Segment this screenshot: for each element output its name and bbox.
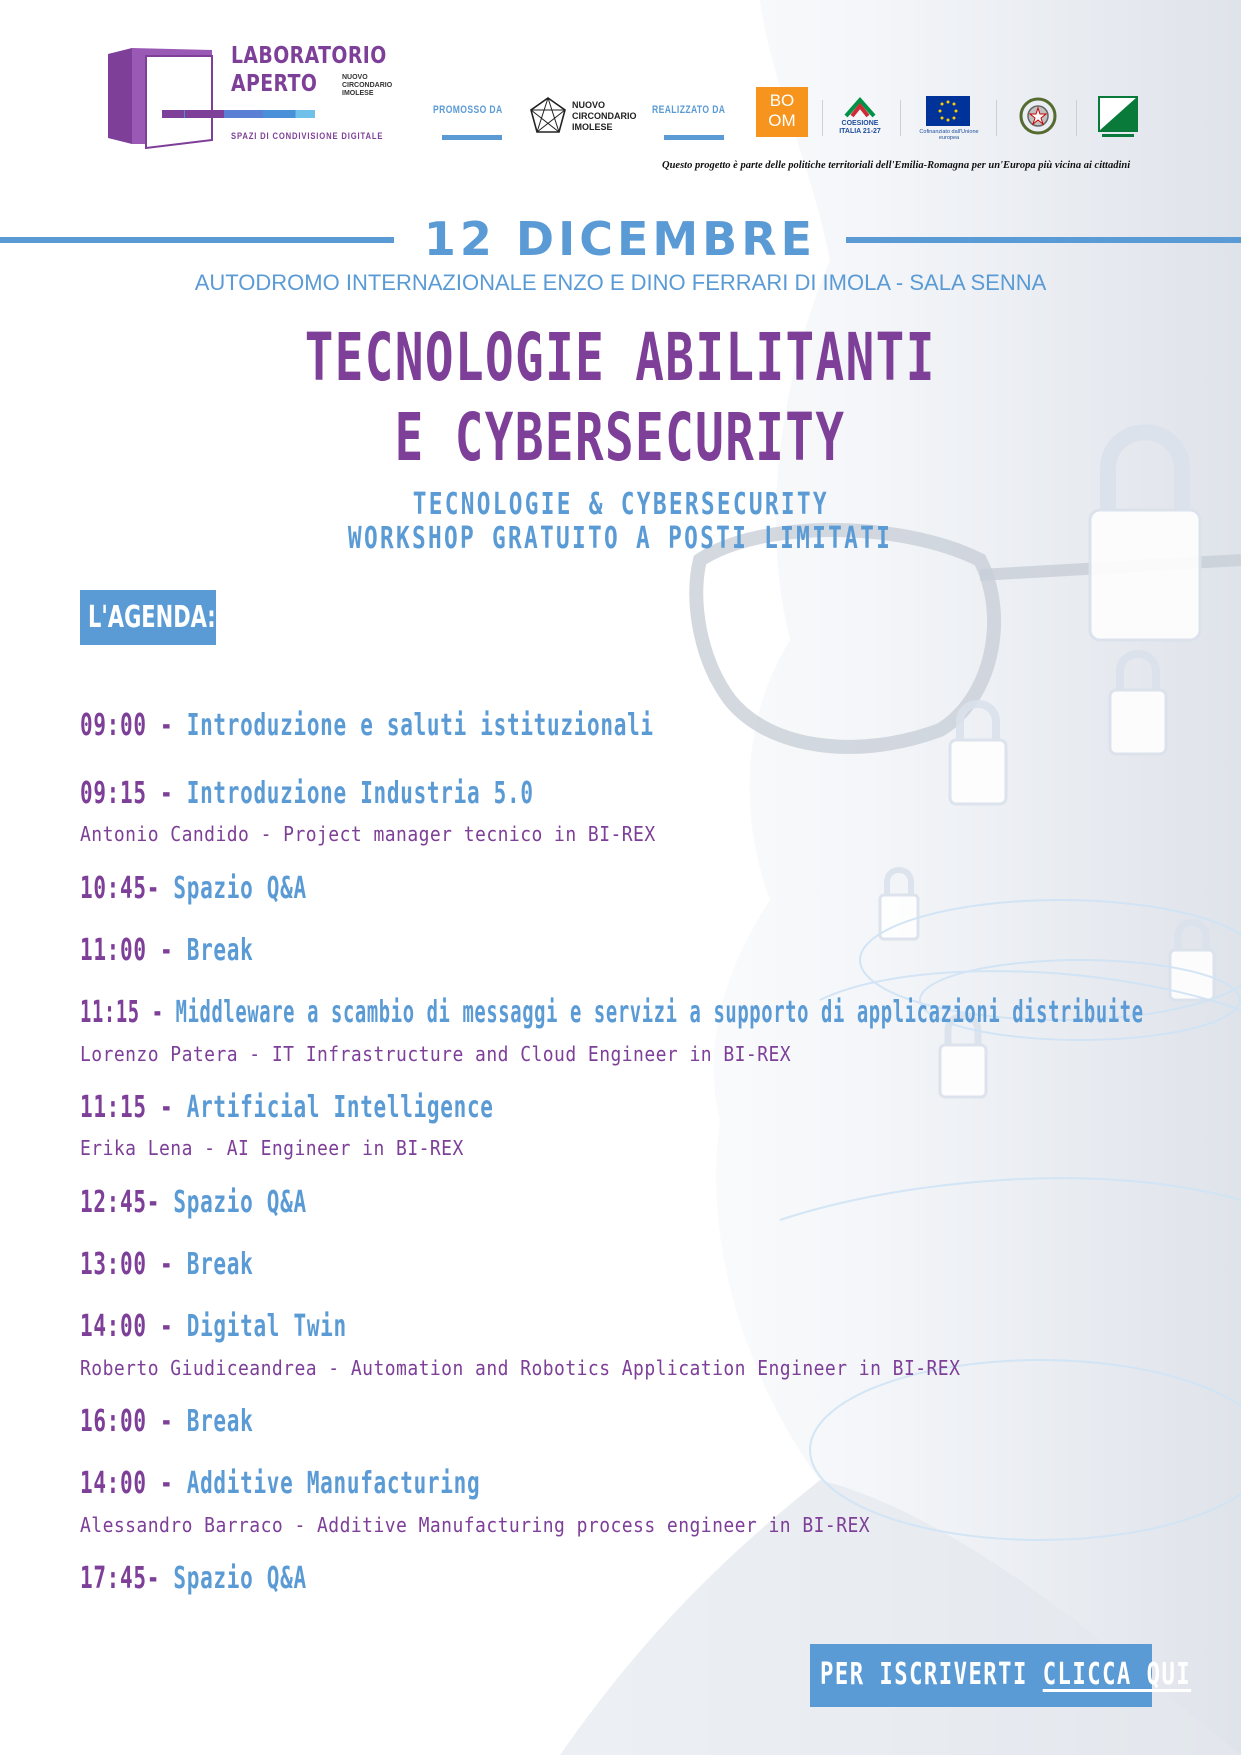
- agenda-title: Introduzione e saluti istituzionali: [186, 708, 654, 743]
- agenda-item: [80, 871, 307, 907]
- agenda-title: Spazio Q&A: [173, 1561, 307, 1596]
- agenda-item: [80, 708, 654, 744]
- agenda-title: Additive Manufacturing: [186, 1466, 481, 1501]
- agenda-item: [80, 933, 253, 969]
- agenda-time: 09:00 -: [80, 708, 187, 743]
- agenda-title: Spazio Q&A: [173, 871, 307, 906]
- agenda-speaker: Erika Lena - AI Engineer in BI-REX: [80, 1136, 464, 1160]
- agenda-title: Break: [186, 1247, 254, 1282]
- event-date: 12 DICEMBRE: [423, 212, 817, 266]
- agenda-time: 17:45-: [80, 1561, 174, 1596]
- agenda-title: Artificial Intelligence: [186, 1090, 494, 1125]
- agenda-title: Digital Twin: [186, 1309, 347, 1344]
- agenda-heading-box: [80, 590, 216, 645]
- agenda-item: [80, 1466, 480, 1502]
- agenda-item: [80, 1090, 494, 1126]
- agenda-title: Break: [186, 933, 254, 968]
- agenda-time: 14:00 -: [80, 1466, 187, 1501]
- agenda-item: [80, 1185, 307, 1221]
- agenda-heading: L'AGENDA:: [88, 600, 216, 635]
- event-subtitle-line1: TECNOLOGIE & CYBERSECURITY: [412, 487, 829, 522]
- register-prefix: PER ISCRIVERTI: [820, 1657, 1043, 1692]
- agenda-time: 11:15 -: [80, 1090, 187, 1125]
- agenda-item: [80, 1561, 307, 1597]
- agenda-speaker: Roberto Giudiceandrea - Automation and Robotics Application Engineer in BI-REX: [80, 1356, 961, 1380]
- agenda-title: Break: [186, 1404, 254, 1439]
- register-link[interactable]: CLICCA QUI: [1042, 1657, 1192, 1692]
- brand-subtitle: NUOVO CIRCONDARIO IMOLESE: [342, 74, 393, 97]
- boom-logo-text: BO OM: [768, 91, 796, 130]
- promoter-name: NUOVO CIRCONDARIO IMOLESE: [572, 100, 637, 132]
- disclaimer-text: Questo progetto è parte delle politiche territoriali dell'Emilia-Romagna per un'Europa più vicina ai cittadini: [662, 160, 1131, 171]
- event-title-line2: E CYBERSECURITY: [395, 399, 846, 476]
- register-button[interactable]: [810, 1644, 1192, 1707]
- agenda-time: 10:45-: [80, 871, 174, 906]
- event-venue: AUTODROMO INTERNAZIONALE ENZO E DINO FERRARI DI IMOLA - SALA SENNA: [194, 270, 1047, 295]
- agenda-item: [80, 776, 534, 812]
- event-subtitle-line2: WORKSHOP GRATUITO A POSTI LIMITATI: [348, 521, 893, 556]
- agenda-speaker: Antonio Candido - Project manager tecnico in BI-REX: [80, 822, 656, 846]
- realized-by-label: REALIZZATO DA: [652, 104, 726, 116]
- agenda-speaker: Alessandro Barraco - Additive Manufacturing process engineer in BI-REX: [80, 1513, 871, 1537]
- agenda-time: 12:45-: [80, 1185, 174, 1220]
- brand-tagline: SPAZI DI CONDIVISIONE DIGITALE: [231, 131, 384, 141]
- agenda-item: [80, 1404, 253, 1440]
- agenda-title: Spazio Q&A: [173, 1185, 307, 1220]
- agenda-item: [80, 1247, 253, 1283]
- agenda-time: 11:15 -: [80, 995, 176, 1030]
- agenda-item: [80, 995, 1144, 1031]
- event-title-line1: TECNOLOGIE ABILITANTI: [304, 319, 937, 396]
- agenda-time: 09:15 -: [80, 776, 187, 811]
- agenda-item: [80, 1309, 347, 1345]
- register-button-label: [820, 1657, 1191, 1692]
- agenda-title: Introduzione Industria 5.0: [186, 776, 534, 811]
- promoted-by-label: PROMOSSO DA: [433, 104, 503, 116]
- brand-title: LABORATORIO APERTO: [231, 43, 387, 97]
- agenda-time: 11:00 -: [80, 933, 187, 968]
- coesione-italia-text: COESIONE ITALIA 21-27: [839, 120, 881, 135]
- eu-cofinanced-text: Cofinanziato dall'Unione europea: [919, 129, 979, 141]
- agenda-title: Middleware a scambio di messaggi e servizi a supporto di applicazioni distribuite: [175, 995, 1144, 1030]
- agenda-time: 16:00 -: [80, 1404, 187, 1439]
- agenda-time: 14:00 -: [80, 1309, 187, 1344]
- agenda-speaker: Lorenzo Patera - IT Infrastructure and Cloud Engineer in BI-REX: [80, 1042, 792, 1066]
- agenda-time: 13:00 -: [80, 1247, 187, 1282]
